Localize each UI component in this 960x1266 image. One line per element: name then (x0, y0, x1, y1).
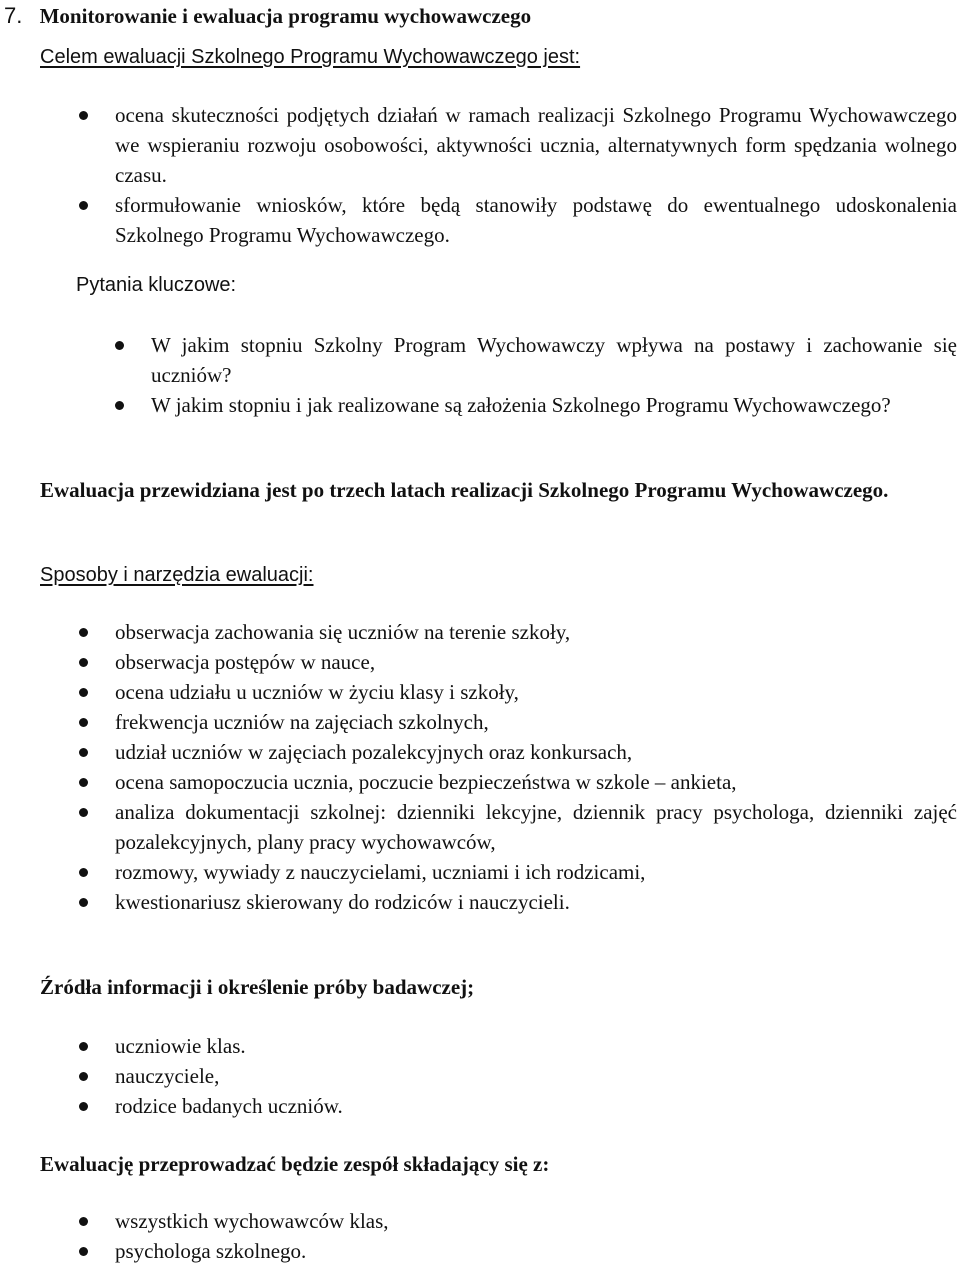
list-item: wszystkich wychowawców klas, (115, 1206, 957, 1236)
goal-list (115, 100, 957, 250)
methods-list (115, 617, 957, 917)
list-item: sformułowanie wniosków, które będą stanowiły podstawę do ewentualnego udoskonalenia Szkolnego Programu Wychowawczego. (115, 190, 957, 250)
sources-list (115, 1031, 957, 1121)
bullet-icon (79, 868, 88, 877)
list-item: ocena udziału u uczniów w życiu klasy i szkoły, (115, 677, 957, 707)
bullet-icon (79, 1072, 88, 1081)
sources-heading: Źródła informacji i określenie próby badawczej; (40, 975, 475, 999)
bullet-icon (79, 1102, 88, 1111)
goal-heading: Celem ewaluacji Szkolnego Programu Wychowawczego jest: (40, 46, 581, 68)
list-item: obserwacja zachowania się uczniów na terenie szkoły, (115, 617, 957, 647)
key-questions-list (151, 330, 957, 420)
list-item: kwestionariusz skierowany do rodziców i nauczycieli. (115, 887, 957, 917)
list-item: W jakim stopniu i jak realizowane są założenia Szkolnego Programu Wychowawczego? (151, 390, 957, 420)
bullet-icon (79, 658, 88, 667)
bullet-icon (79, 748, 88, 757)
list-item: ocena skuteczności podjętych działań w ramach realizacji Szkolnego Programu Wychowawczego we wspieraniu rozwoju osobowości, aktywności ucznia, alternatywnych form spędzania wolnego czasu. (115, 100, 957, 190)
list-item: rozmowy, wywiady z nauczycielami, uczniami i ich rodzicami, (115, 857, 957, 887)
bullet-icon (79, 808, 88, 817)
section-header (4, 1, 531, 31)
list-item: frekwencja uczniów na zajęciach szkolnych, (115, 707, 957, 737)
list-item: rodzice badanych uczniów. (115, 1091, 957, 1121)
methods-heading: Sposoby i narzędzia ewaluacji: (40, 564, 314, 586)
list-item: analiza dokumentacji szkolnej: dzienniki lekcyjne, dziennik pracy psychologa, dzienniki zajęć pozalekcyjnych, plany pracy wychowawców, (115, 797, 957, 857)
evaluation-note: Ewaluacja przewidziana jest po trzech latach realizacji Szkolnego Programu Wychowawczego. (40, 478, 889, 502)
team-heading: Ewaluację przeprowadzać będzie zespół składający się z: (40, 1152, 550, 1176)
bullet-icon (79, 201, 88, 210)
bullet-icon (79, 778, 88, 787)
bullet-icon (115, 401, 124, 410)
bullet-icon (79, 1042, 88, 1051)
bullet-icon (79, 111, 88, 120)
list-item: ocena samopoczucia ucznia, poczucie bezpieczeństwa w szkole – ankieta, (115, 767, 957, 797)
list-item: nauczyciele, (115, 1061, 957, 1091)
bullet-icon (79, 628, 88, 637)
bullet-icon (79, 1247, 88, 1256)
team-list (115, 1206, 957, 1266)
section-number: 7. (4, 3, 23, 28)
list-item: obserwacja postępów w nauce, (115, 647, 957, 677)
bullet-icon (115, 341, 124, 350)
list-item: uczniowie klas. (115, 1031, 957, 1061)
bullet-icon (79, 718, 88, 727)
bullet-icon (79, 1217, 88, 1226)
list-item: psychologa szkolnego. (115, 1236, 957, 1266)
list-item: W jakim stopniu Szkolny Program Wychowawczy wpływa na postawy i zachowanie się uczniów? (151, 330, 957, 390)
list-item: udział uczniów w zajęciach pozalekcyjnych oraz konkursach, (115, 737, 957, 767)
key-questions-heading: Pytania kluczowe: (76, 274, 237, 296)
bullet-icon (79, 688, 88, 697)
section-title: Monitorowanie i ewaluacja programu wychowawczego (39, 4, 532, 28)
bullet-icon (79, 898, 88, 907)
